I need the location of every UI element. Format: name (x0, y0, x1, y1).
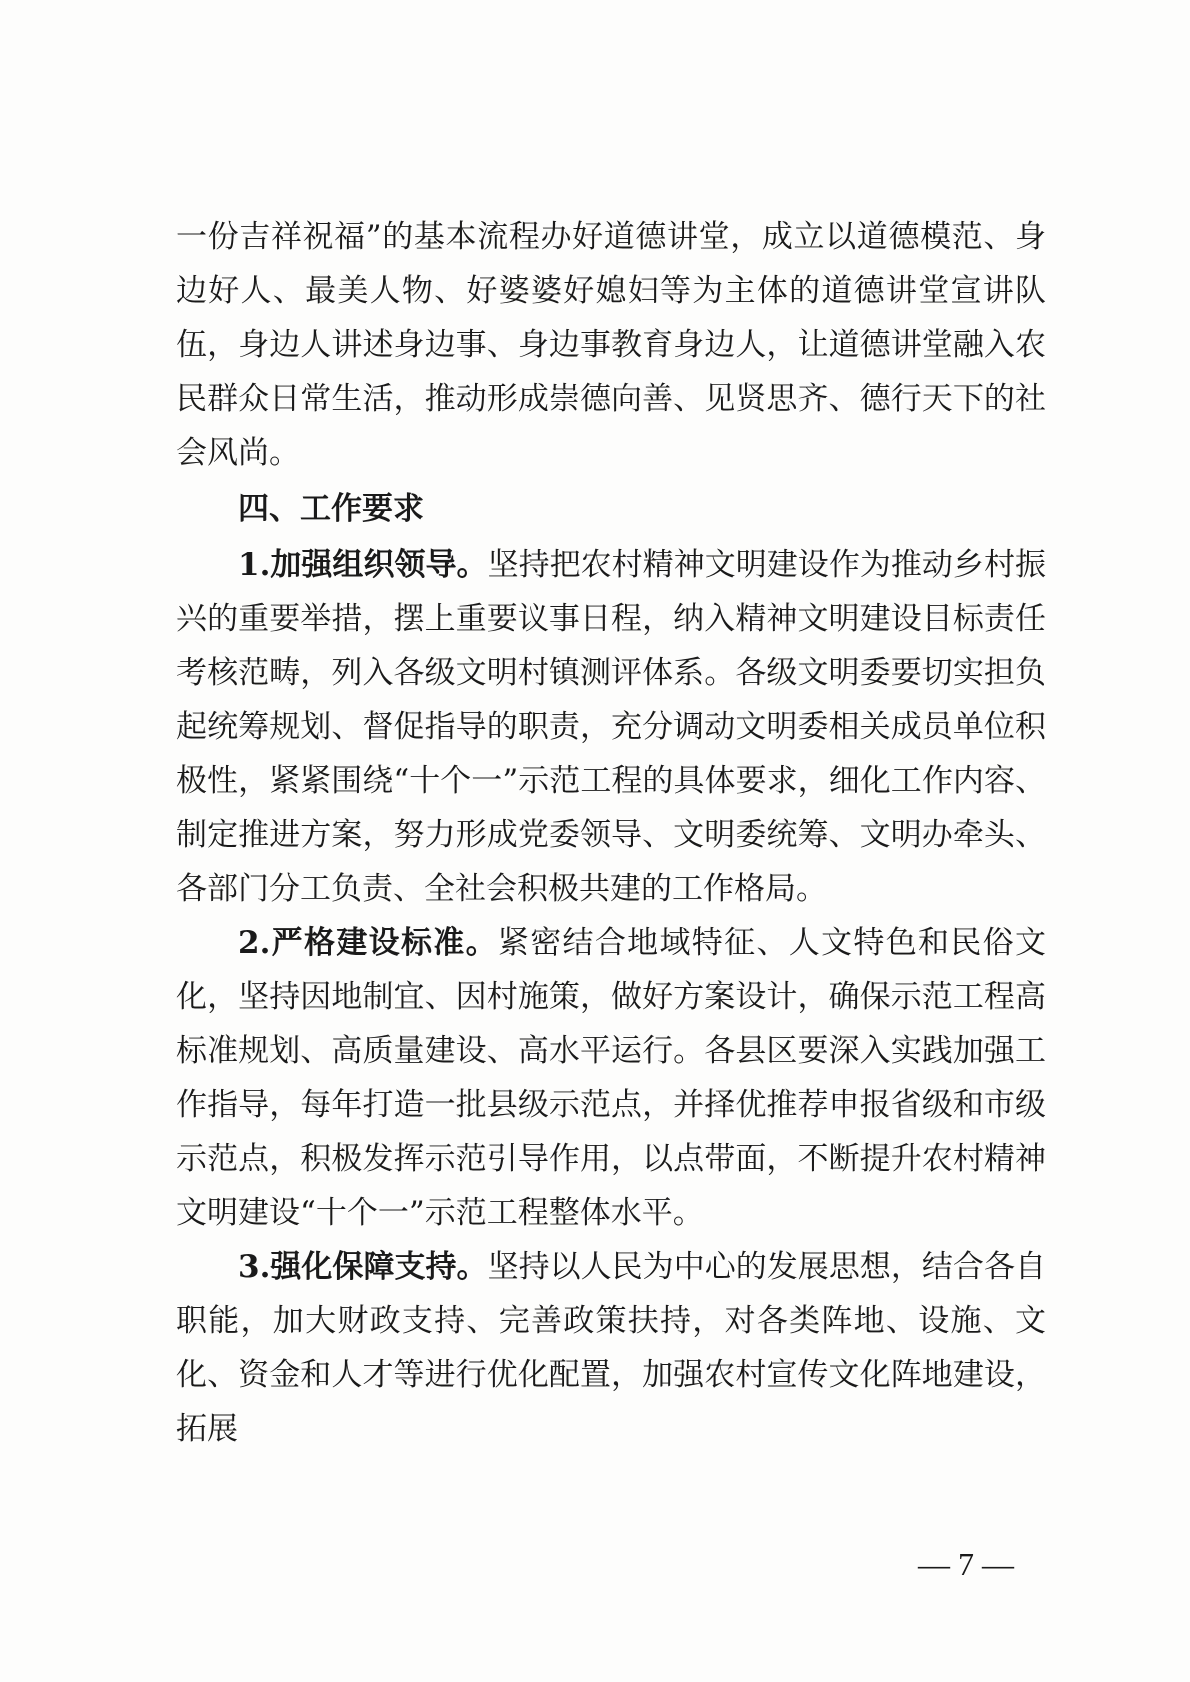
item-title: 3.强化保障支持。 (238, 1249, 488, 1285)
requirement-item-1 (176, 538, 1046, 916)
item-title: 2.严格建设标准。 (238, 925, 498, 961)
item-title: 1.加强组织领导。 (238, 547, 488, 583)
item-body: 坚持以人民为中心的发展思想，结合各自职能，加大财政支持、完善政策扶持，对各类阵地、设施、文化、资金和人才等进行优化配置，加强农村宣传文化阵地建设，拓展 (176, 1249, 1046, 1447)
page-number: — 7 — (918, 1546, 1014, 1582)
item-body: 坚持把农村精神文明建设作为推动乡村振兴的重要举措，摆上重要议事日程，纳入精神文明建设目标责任考核范畴，列入各级文明村镇测评体系。各级文明委要切实担负起统筹规划、督促指导的职责，充分调动文明委相关成员单位积极性，紧紧围绕“十个一”示范工程的具体要求，细化工作内容、制定推进方案，努力形成党委领导、文明委统筹、文明办牵头、各部门分工负责、全社会积极共建的工作格局。 (176, 547, 1046, 907)
document-body (176, 210, 1046, 1456)
requirement-item-2 (176, 916, 1046, 1240)
opening-paragraph: 一份吉祥祝福”的基本流程办好道德讲堂，成立以道德模范、身边好人、最美人物、好婆婆好媳妇等为主体的道德讲堂宣讲队伍，身边人讲述身边事、身边事教育身边人，让道德讲堂融入农民群众日常生活，推动形成崇德向善、见贤思齐、德行天下的社会风尚。 (176, 219, 1046, 471)
requirement-item-3 (176, 1240, 1046, 1456)
item-body: 紧密结合地域特征、人文特色和民俗文化，坚持因地制宜、因村施策，做好方案设计，确保示范工程高标准规划、高质量建设、高水平运行。各县区要深入实践加强工作指导，每年打造一批县级示范点，并择优推荐申报省级和市级示范点，积极发挥示范引导作用，以点带面，不断提升农村精神文明建设“十个一”示范工程整体水平。 (176, 925, 1046, 1231)
section-heading: 四、工作要求 (238, 491, 424, 527)
